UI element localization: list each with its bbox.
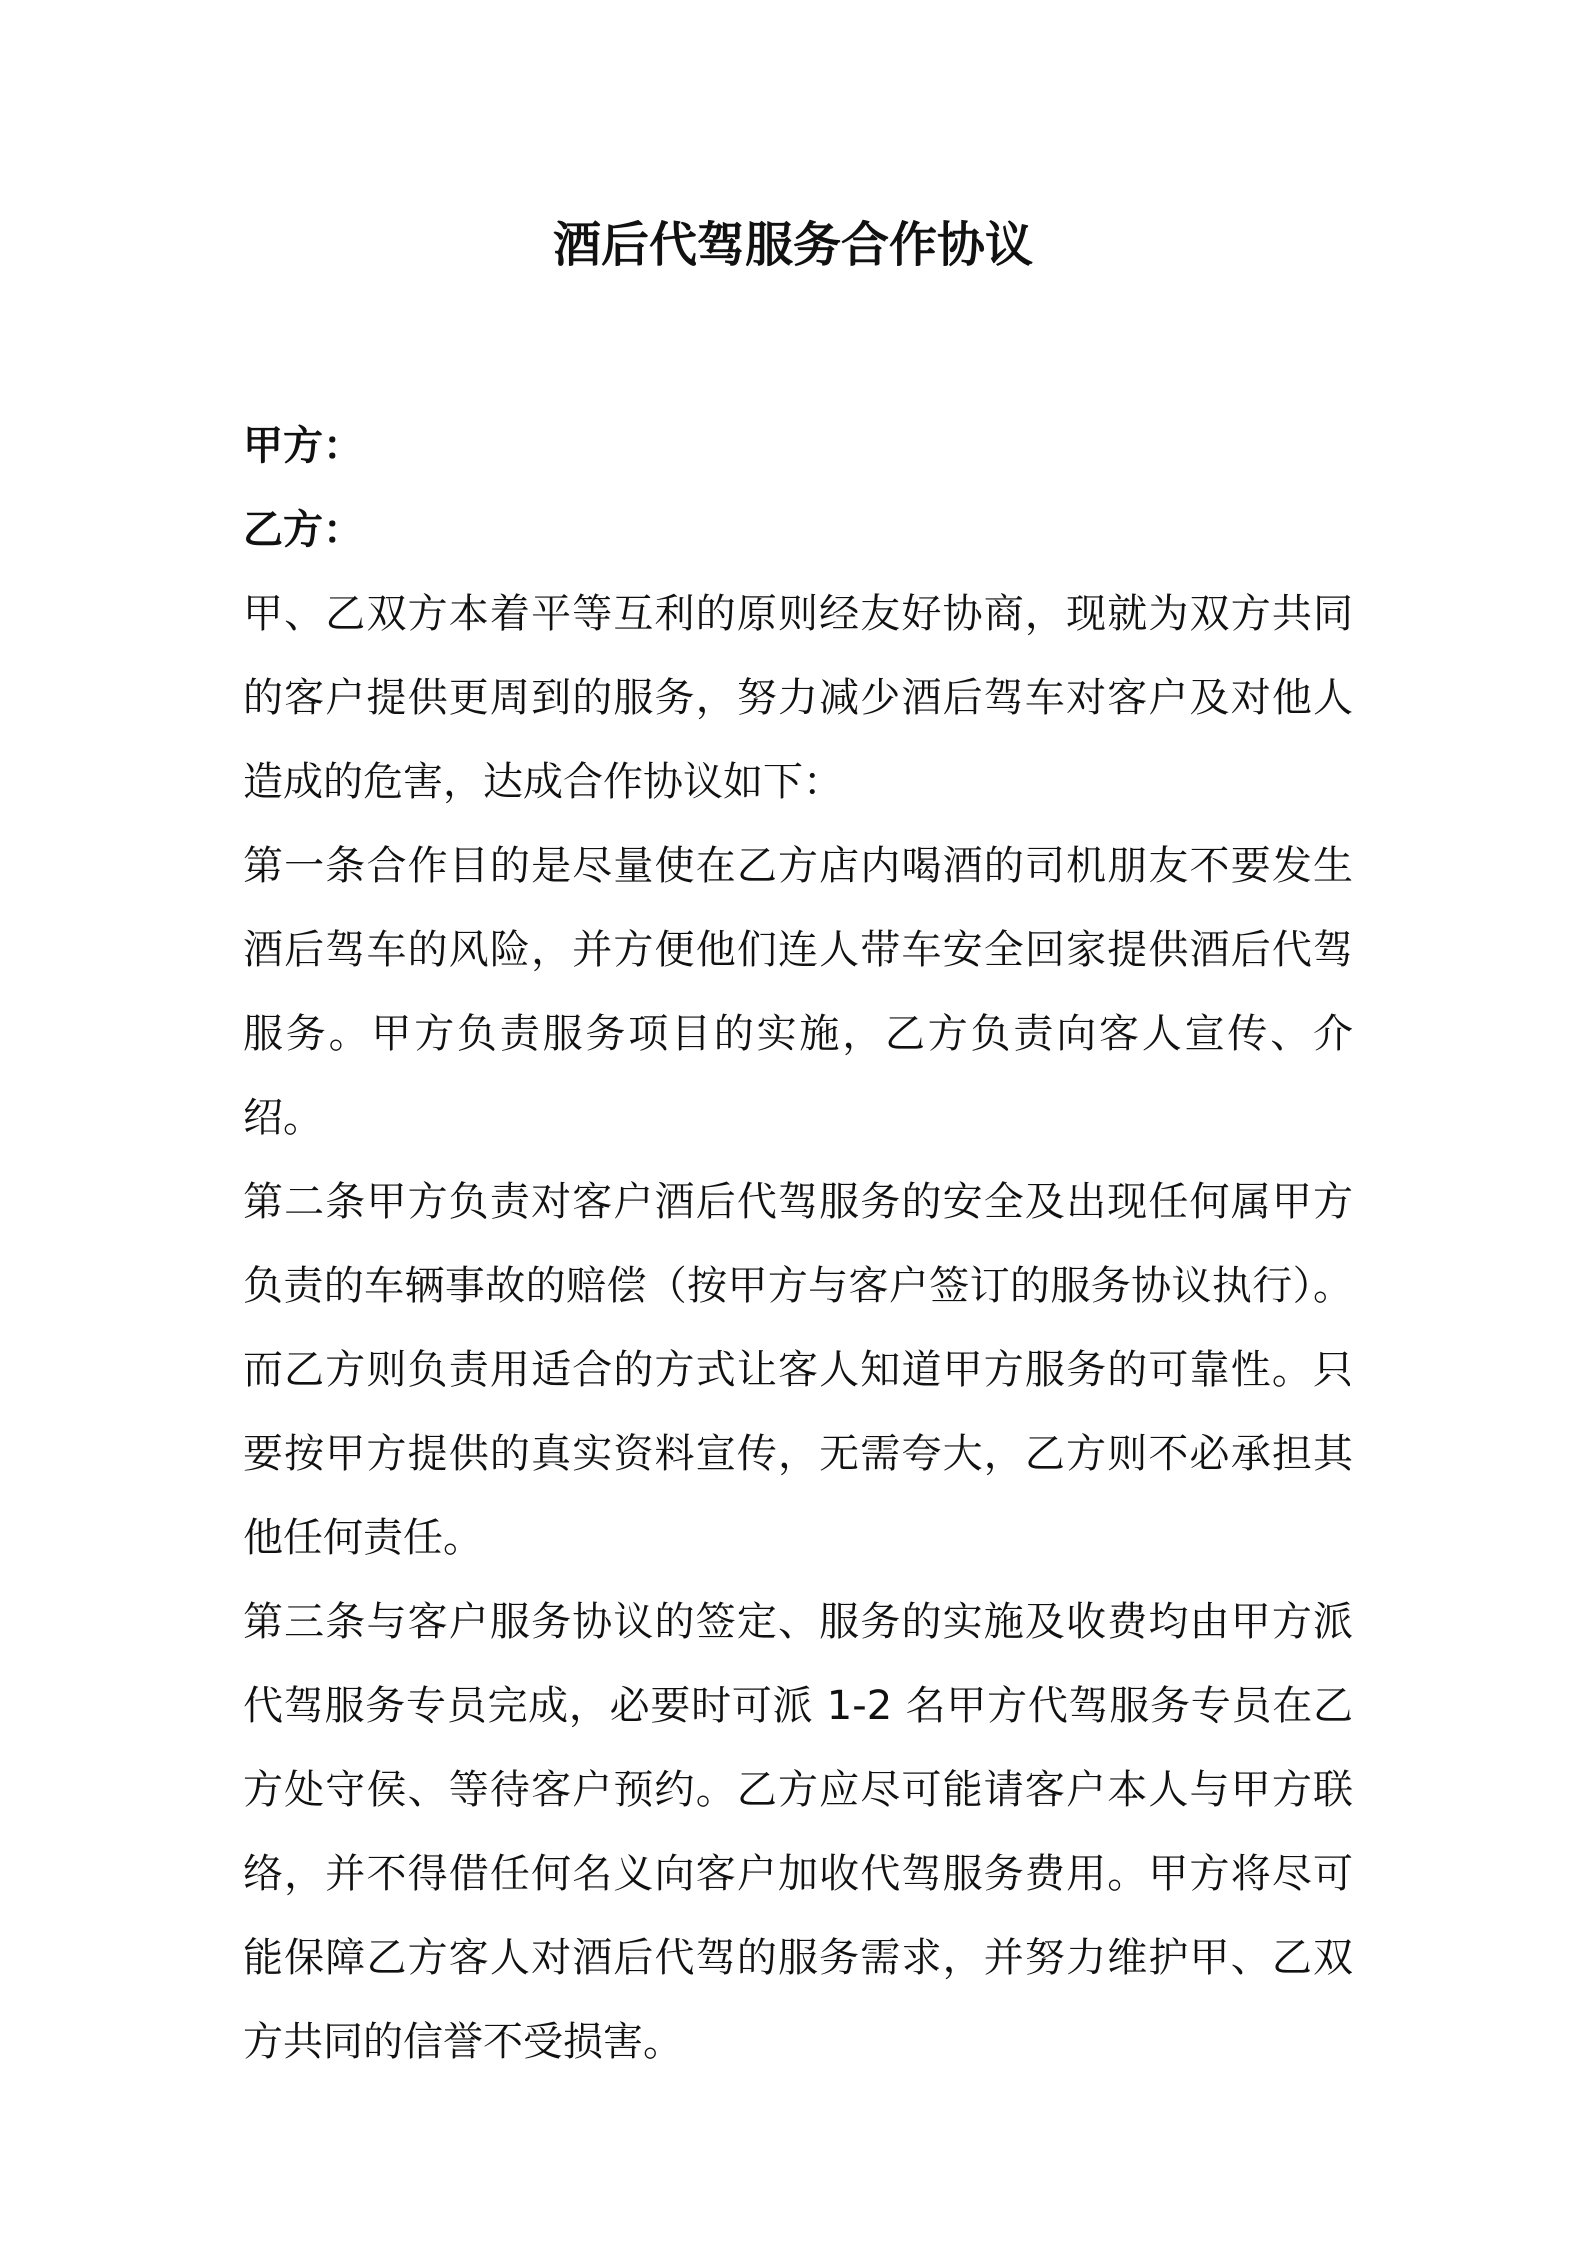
- article-3-paragraph: 第三条与客户服务协议的签定、服务的实施及收费均由甲方派代驾服务专员完成，必要时可派 1-2 名甲方代驾服务专员在乙方处守侯、等待客户预约。乙方应尽可能请客户本人与甲方联络，并不得借任何名义向客户加收代驾服务费用。甲方将尽可能保障乙方客人对酒后代驾的服务需求，并努力维护甲、乙双方共同的信誉不受损害。: [243, 1599, 1353, 2065]
- party-b-label: 乙方：: [243, 507, 363, 553]
- document-title: 酒后代驾服务合作协议: [552, 217, 1033, 273]
- intro-paragraph: 甲、乙双方本着平等互利的原则经友好协商，现就为双方共同的客户提供更周到的服务，努力减少酒后驾车对客户及对他人造成的危害，达成合作协议如下：: [243, 591, 1353, 805]
- article-2-paragraph: 第二条甲方负责对客户酒后代驾服务的安全及出现任何属甲方负责的车辆事故的赔偿（按甲方与客户签订的服务协议执行）。而乙方则负责用适合的方式让客人知道甲方服务的可靠性。只要按甲方提供的真实资料宣传，无需夸大，乙方则不必承担其他任何责任。: [243, 1179, 1353, 1561]
- document-body: [243, 404, 1353, 2084]
- article-1-paragraph: 第一条合作目的是尽量使在乙方店内喝酒的司机朋友不要发生酒后驾车的风险，并方便他们连人带车安全回家提供酒后代驾服务。甲方负责服务项目的实施，乙方负责向客人宣传、介绍。: [243, 843, 1353, 1141]
- party-a-label: 甲方：: [243, 423, 363, 469]
